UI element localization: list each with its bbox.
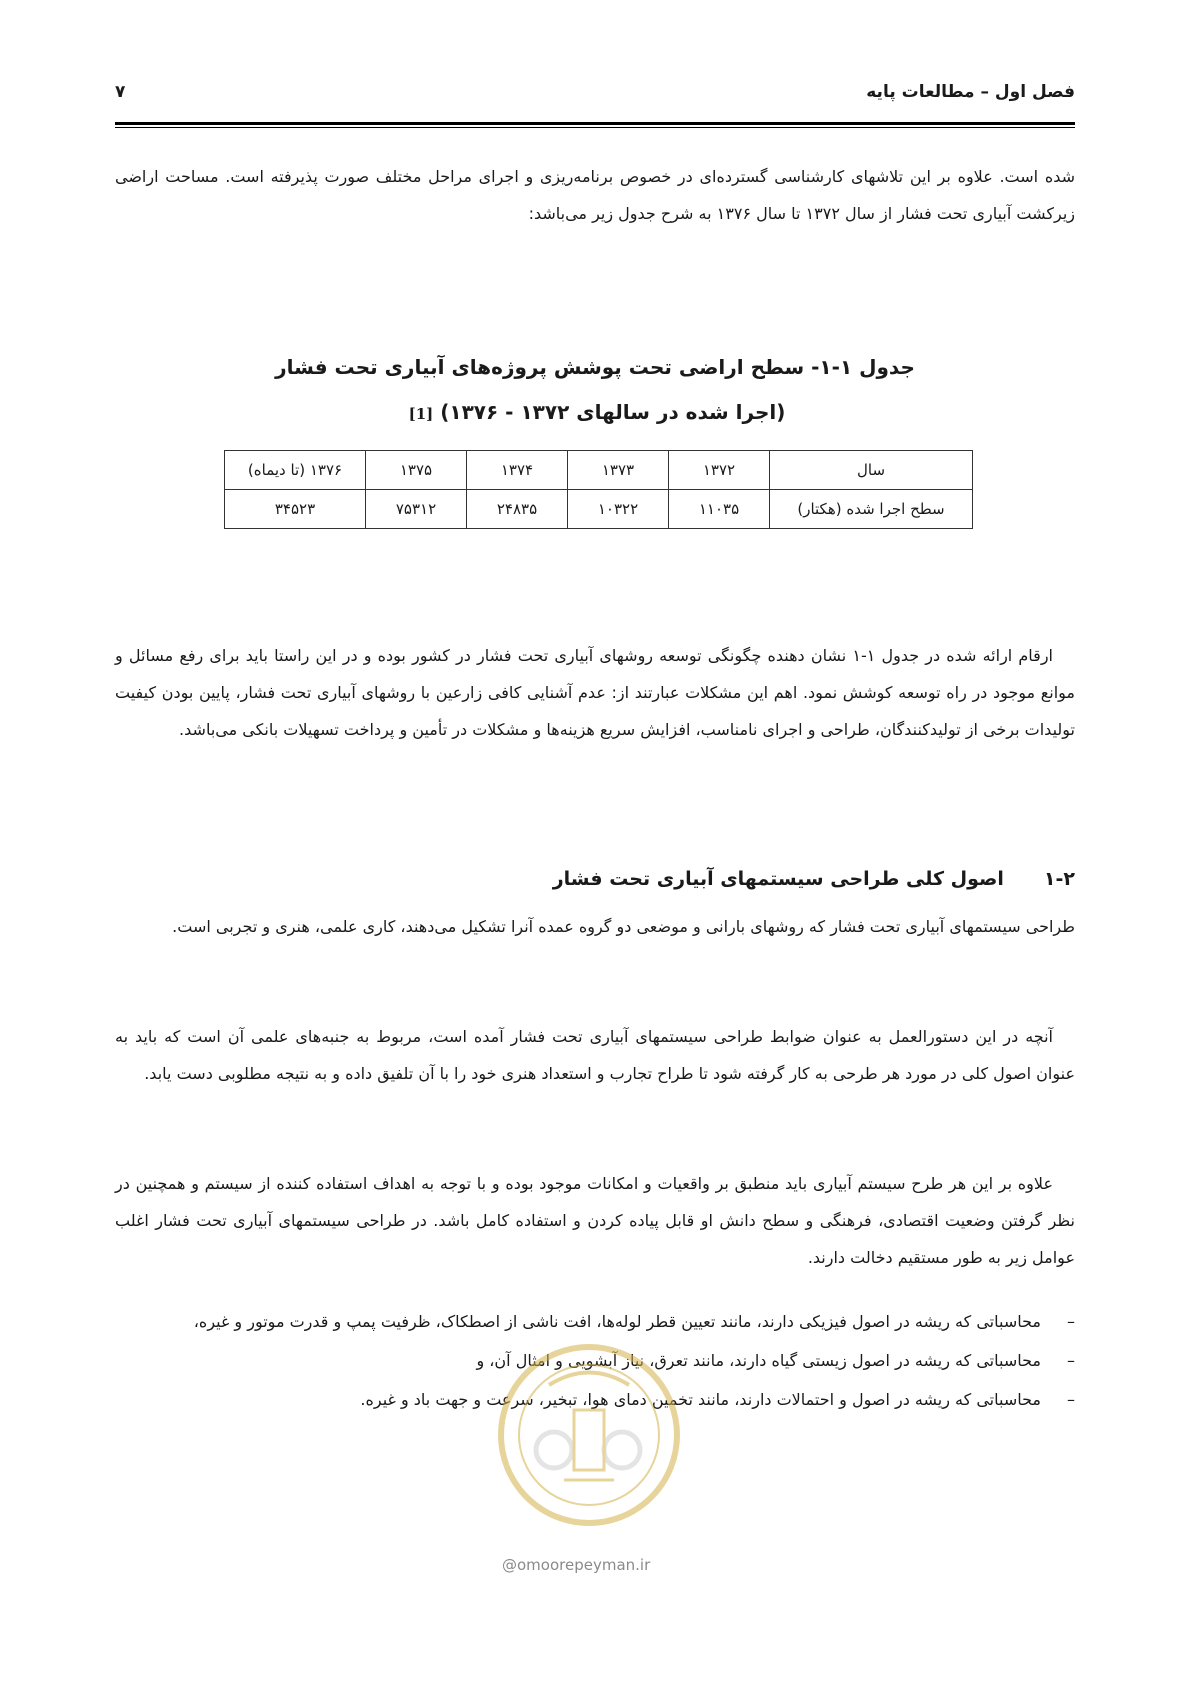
table-cell: ۱۳۷۶ (تا دیماه) bbox=[225, 451, 366, 490]
table-cell: ۷۵۳۱۲ bbox=[366, 490, 467, 529]
bullet-marker: – bbox=[1067, 1390, 1075, 1409]
row-label-year: سال bbox=[770, 451, 973, 490]
paragraph-1: طراحی سیستمهای آبیاری تحت فشار که روشهای بارانی و موضعی دو گروه عمده آنرا تشکیل می‌دهند، کاری علمی، هنری و تجربی است. bbox=[172, 917, 1075, 936]
list-item bbox=[115, 1302, 1075, 1341]
table-row bbox=[225, 451, 973, 490]
table-title-line2 bbox=[115, 400, 1075, 424]
table-cell: ۱۰۳۲۲ bbox=[568, 490, 669, 529]
watermark-seal-icon bbox=[494, 1340, 684, 1530]
row-label-area: سطح اجرا شده (هکتار) bbox=[770, 490, 973, 529]
analysis-paragraph: ارقام ارائه شده در جدول ۱-۱ نشان دهنده چگونگی توسعه روشهای آبیاری تحت فشار در کشور بوده و در این راستا باید برای رفع مسائل و موانع موجود در راه توسعه کوشش نمود. اهم این مشکلات عبارتند از: عدم آشنایی کافی زارعین با روشهای آبیاری تحت فشار، پایین بودن کیفیت تولیدات برخی از تولیدکنندگان، طراحی و اجرای نامناسب، افزایش سریع هزینه‌ها و مشکلات در تأمین و پرداخت تسهیلات بانکی می‌باشد. bbox=[115, 646, 1075, 739]
bullet-text: محاسباتی که ریشه در اصول فیزیکی دارند، مانند تعیین قطر لوله‌ها، افت ناشی از اصطکاک، ظرفیت پمپ و قدرت موتور و غیره، bbox=[193, 1312, 1041, 1331]
section-number: ۱-۲ bbox=[1043, 868, 1075, 890]
header-rule-thin bbox=[115, 127, 1075, 128]
header-rule-thick bbox=[115, 122, 1075, 125]
table-reference: [1] bbox=[408, 405, 434, 423]
section-heading bbox=[553, 868, 1075, 890]
table-cell: ۱۳۷۲ bbox=[669, 451, 770, 490]
irrigation-area-table bbox=[224, 450, 973, 529]
bullet-marker: – bbox=[1067, 1312, 1075, 1331]
bullet-text: محاسباتی که ریشه در اصول زیستی گیاه دارند، مانند تعرق، نیاز آبشویی و امثال آن، و bbox=[476, 1351, 1041, 1370]
section-title: اصول کلی طراحی سیستمهای آبیاری تحت فشار bbox=[552, 868, 1004, 890]
page-header bbox=[115, 72, 1075, 112]
page-number: ۷ bbox=[115, 82, 126, 102]
table-cell: ۱۳۷۵ bbox=[366, 451, 467, 490]
paragraph-2: آنچه در این دستورالعمل به عنوان ضوابط طراحی سیستمهای آبیاری تحت فشار آمده است، مربوط به جنبه‌های علمی آن است که باید به عنوان اصول کلی در مورد هر طرحی به کار گرفته شود تا طراح تجارب و استعداد هنری خود را با آن تلفیق داده و به نتیجه مطلوبی دست یابد. bbox=[115, 1027, 1075, 1083]
bullet-text: محاسباتی که ریشه در اصول و احتمالات دارند، مانند تخمین دمای هوا، تبخیر، سرعت و جهت باد و غیره. bbox=[360, 1390, 1041, 1409]
table-row bbox=[225, 490, 973, 529]
watermark-text: @omoorepeyman.ir bbox=[502, 1556, 651, 1574]
table-title-line1: جدول ۱-۱- سطح اراضی تحت پوشش پروژه‌های آبیاری تحت فشار bbox=[275, 355, 915, 379]
table-cell: ۱۳۷۴ bbox=[467, 451, 568, 490]
table-cell: ۳۴۵۲۳ bbox=[225, 490, 366, 529]
table-cell: ۱۳۷۳ bbox=[568, 451, 669, 490]
table-cell: ۱۱۰۳۵ bbox=[669, 490, 770, 529]
bullet-marker: – bbox=[1067, 1351, 1075, 1370]
chapter-title: فصل اول – مطالعات پایه bbox=[866, 82, 1075, 102]
table-title-years: (اجرا شده در سالهای ۱۳۷۲ - ۱۳۷۶) bbox=[440, 400, 786, 424]
paragraph-3: علاوه بر این هر طرح سیستم آبیاری باید منطبق بر واقعیات و امکانات موجود بوده و با توجه به اهداف استفاده کننده از سیستم و همچنین در نظر گرفتن وضعیت اقتصادی، فرهنگی و سطح دانش او قابل پیاده کردن و استفاده کامل باشد. در طراحی سیستمهای آبیاری تحت فشار اغلب عوامل زیر به طور مستقیم دخالت دارند. bbox=[115, 1174, 1075, 1267]
intro-paragraph: شده است. علاوه بر این تلاشهای کارشناسی گسترده‌ای در خصوص برنامه‌ریزی و اجرای مراحل مختلف صورت پذیرفته است. مساحت اراضی زیرکشت آبیاری تحت فشار از سال ۱۳۷۲ تا سال ۱۳۷۶ به شرح جدول زیر می‌باشد: bbox=[115, 167, 1075, 223]
table-cell: ۲۴۸۳۵ bbox=[467, 490, 568, 529]
